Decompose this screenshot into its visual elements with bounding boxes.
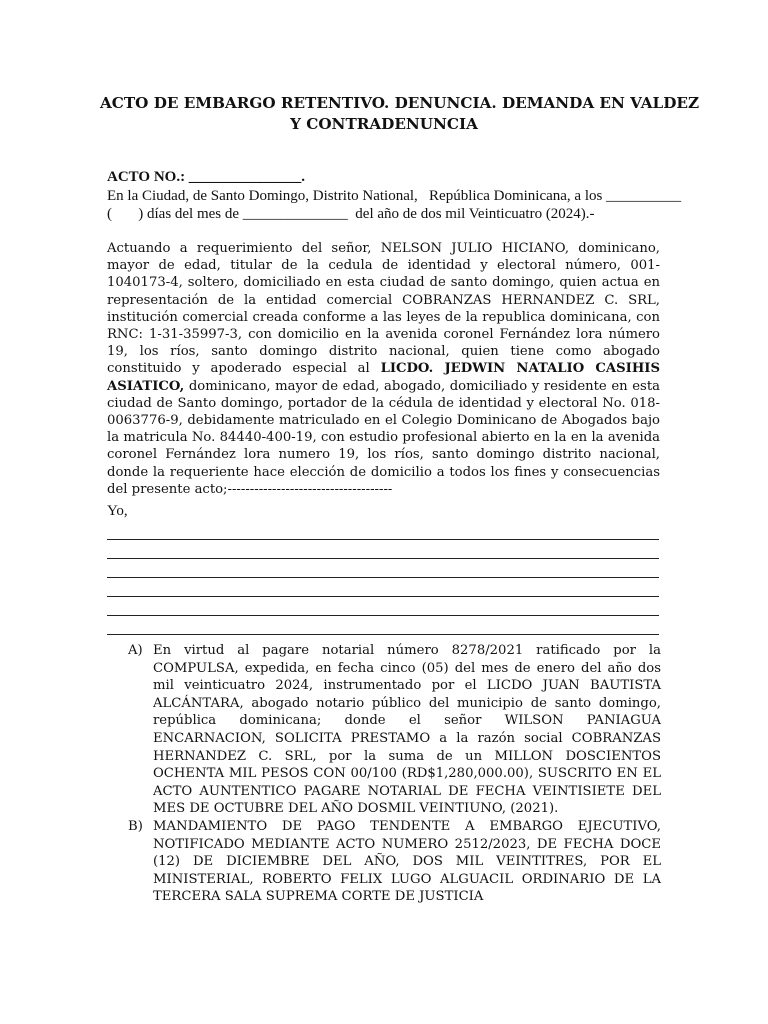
dateline-2: ( ) días del mes de ______________ del año de dos mil Veinticuatro (2024).- <box>107 206 595 222</box>
blank-line <box>107 616 659 635</box>
list-marker: A) <box>128 643 143 658</box>
document-title <box>100 93 700 135</box>
title-line-2: Y CONTRADENUNCIA <box>290 115 478 133</box>
paragraph-part-2: dominicano, mayor de edad, abogado, domiciliado y residente en esta ciudad de Santo domingo, portador de la cédula de identidad y electoral No. 018-0063776-9, debidamente matriculado en el Colegio Dominicano de Abogados bajo la matricula No. 84440-400-19, con estudio profesional abierto en la en la avenida coronel Fernández lora numero 19, los ríos, santo domingo distrito nacional, donde la requeriente hace elección de domicilio a todos los fines y consecuencias del presente acto;------------------------------------- <box>107 378 660 497</box>
blank-lines <box>107 521 659 635</box>
blank-line <box>107 521 659 540</box>
blank-line <box>107 597 659 616</box>
list-item-text: MANDAMIENTO DE PAGO TENDENTE A EMBARGO EJECUTIVO, NOTIFICADO MEDIANTE ACTO NUMERO 2512/2023, DE FECHA DOCE (12) DE DICIEMBRE DEL AÑO, DOS MIL VEINTITRES, POR EL MINISTERIAL, ROBERTO FELIX LUGO ALGUACIL ORDINARIO DE LA TERCERA SALA SUPREMA CORTE DE JUSTICIA <box>153 819 661 905</box>
list-item-a <box>128 642 661 818</box>
blank-line <box>107 578 659 597</box>
list-marker: B) <box>128 819 143 834</box>
blank-line <box>107 540 659 559</box>
lawyer-name: LICDO. JEDWIN NATALIO CASIHIS ASIATICO, <box>107 361 660 394</box>
paragraph-part-1: Actuando a requerimiento del señor, NELSON JULIO HICIANO, dominicano, mayor de edad, titular de la cedula de identidad y electoral número, 001-1040173-4, soltero, domiciliado en esta ciudad de santo domingo, quien actua en representación de la entidad comercial COBRANZAS HERNANDEZ C. SRL, institución comercial creada conforme a las leyes de la republica dominicana, con RNC: 1-31-35997-3, con domicilio en la avenida coronel Fernández lora número 19, los ríos, santo domingo distrito nacional, quien tiene como abogado constituido y apoderado especial al <box>107 241 660 377</box>
requerimiento-paragraph <box>107 240 660 498</box>
yo-label: Yo, <box>107 503 128 519</box>
title-line-1: ACTO DE EMBARGO RETENTIVO. DENUNCIA. DEMANDA EN VALDEZ <box>100 94 700 112</box>
dateline-1: En la Ciudad, de Santo Domingo, Distrito National, República Dominicana, a los __________ <box>107 188 682 204</box>
acto-number: ACTO NO.: _______________. <box>107 169 306 185</box>
blank-line <box>107 559 659 578</box>
list-item-text: En virtud al pagare notarial número 8278/2021 ratificado por la COMPULSA, expedida, en fecha cinco (05) del mes de enero del año dos mil veinticuatro 2024, instrumentado por el LICDO JUAN BAUTISTA ALCÁNTARA, abogado notario público del municipio de santo domingo, república dominicana; donde el señor WILSON PANIAGUA ENCARNACION, SOLICITA PRESTAMO a la razón social COBRANZAS HERNANDEZ C. SRL, por la suma de un MILLON DOSCIENTOS OCHENTA MIL PESOS CON 00/100 (RD$1,280,000.00), SUSCRITO EN EL ACTO AUNTENTICO PAGARE NOTARIAL DE FECHA VEINTISIETE DEL MES DE OCTUBRE DEL AÑO DOSMIL VEINTIUNO, (2021). <box>153 643 661 817</box>
list-item-b <box>128 818 661 906</box>
